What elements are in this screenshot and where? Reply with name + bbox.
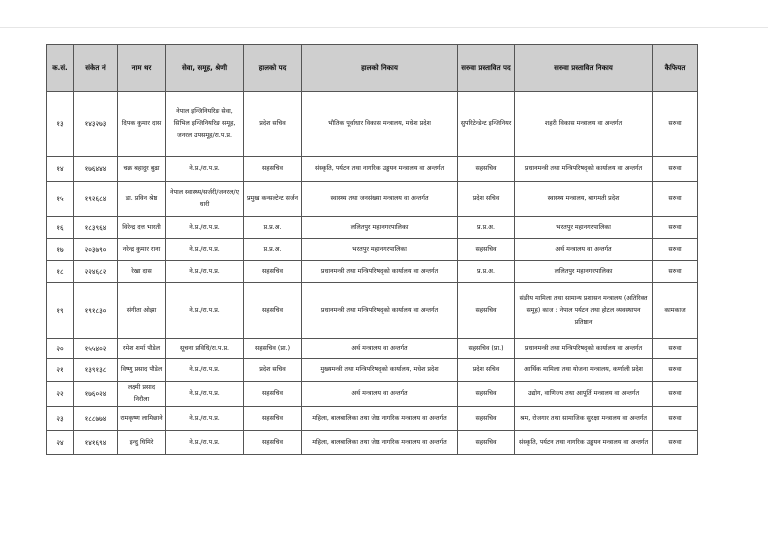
table-cell: ललितपुर महानगरपालिका bbox=[515, 261, 653, 283]
table-cell: १८३९६४ bbox=[74, 217, 118, 239]
table-cell: डा. प्रविन श्रेष्ठ bbox=[118, 182, 166, 217]
table-cell: १९२६८४ bbox=[74, 182, 118, 217]
table-cell: सरुवा bbox=[653, 261, 698, 283]
table-cell: भरतपुर महानगरपालिका bbox=[302, 239, 458, 261]
table-cell: ने.प्र./रा.प.प्र. bbox=[166, 157, 244, 182]
table-cell: १३ bbox=[47, 92, 74, 157]
table-cell: सहसचिव bbox=[458, 407, 515, 431]
table-cell: ने.प्र./रा.प.प्र. bbox=[166, 382, 244, 407]
table-cell: स्वास्थ्य मन्त्रालय, बागमती प्रदेश bbox=[515, 182, 653, 217]
table-cell: भरतपुर महानगरपालिका bbox=[515, 217, 653, 239]
table-cell: प्रदेश सचिव bbox=[244, 359, 302, 382]
table-cell: कामकाज bbox=[653, 283, 698, 339]
table-cell: १९१८३० bbox=[74, 283, 118, 339]
table-cell: नेपाल इन्जिनियरिङ सेवा, सिभिल इन्जिनियरिङ समूह, जनरल उपसमूह/रा.प.प्र. bbox=[166, 92, 244, 157]
column-header: नाम थर bbox=[118, 45, 166, 92]
table-row bbox=[47, 431, 698, 455]
table-cell: सहसचिव bbox=[458, 431, 515, 455]
table-row bbox=[47, 407, 698, 431]
table-cell: प्रधानमन्त्री तथा मन्त्रिपरिषद्को कार्यालय वा अन्तर्गत bbox=[515, 157, 653, 182]
table-row bbox=[47, 182, 698, 217]
table-row bbox=[47, 239, 698, 261]
table-cell: १७ bbox=[47, 239, 74, 261]
table-cell: अर्थ मन्त्रालय वा अन्तर्गत bbox=[302, 382, 458, 407]
table-cell: १४ bbox=[47, 157, 74, 182]
table-cell: आर्थिक मामिला तथा योजना मन्त्रालय, कर्णाली प्रदेश bbox=[515, 359, 653, 382]
table-cell: सहसचिव bbox=[244, 431, 302, 455]
table-cell: प्रधानमन्त्री तथा मन्त्रिपरिषद्को कार्यालय वा अन्तर्गत bbox=[302, 283, 458, 339]
table-cell: महिला, बालबालिका तथा जेष्ठ नागरिक मन्त्रालय वा अन्तर्गत bbox=[302, 431, 458, 455]
table-cell: २१ bbox=[47, 359, 74, 382]
table-cell: प्रमुख कन्सल्टेन्ट सर्जन bbox=[244, 182, 302, 217]
table-cell: ने.प्र./रा.प.प्र. bbox=[166, 407, 244, 431]
table-cell: ललितपुर महानगरपालिका bbox=[302, 217, 458, 239]
table-cell: प्रदेश सचिव bbox=[458, 182, 515, 217]
table-cell: सुपरिटेन्डेन्ट इन्जिनियर bbox=[458, 92, 515, 157]
table-cell: ने.प्र./रा.प.प्र. bbox=[166, 283, 244, 339]
page-top-divider bbox=[0, 27, 768, 28]
table-row bbox=[47, 261, 698, 283]
table-cell: प्र.प्र.अ. bbox=[458, 217, 515, 239]
table-cell: संस्कृति, पर्यटन तथा नागरिक उड्डयन मन्त्रालय वा अन्तर्गत bbox=[515, 431, 653, 455]
table-cell: अर्थ मन्त्रालय वा अन्तर्गत bbox=[302, 339, 458, 359]
table-cell: रमेश शर्मा पौडेल bbox=[118, 339, 166, 359]
table-cell: रामकृष्ण लामिछाने bbox=[118, 407, 166, 431]
table-cell: सरुवा bbox=[653, 217, 698, 239]
table-row bbox=[47, 217, 698, 239]
table-row bbox=[47, 359, 698, 382]
table-cell: सूचना प्रविधि/रा.प.प्र. bbox=[166, 339, 244, 359]
table-cell: १९ bbox=[47, 283, 74, 339]
table-cell: सहसचिव bbox=[458, 382, 515, 407]
table-cell: इन्दु घिमिरे bbox=[118, 431, 166, 455]
table-cell: अर्थ मन्त्रालय वा अन्तर्गत bbox=[515, 239, 653, 261]
column-header: सेवा, समूह, श्रेणी bbox=[166, 45, 244, 92]
table-cell: सहसचिव (प्रा.) bbox=[244, 339, 302, 359]
table-cell: दिपक कुमार दास bbox=[118, 92, 166, 157]
table-row bbox=[47, 339, 698, 359]
table-cell: १५५४०२ bbox=[74, 339, 118, 359]
table-cell: संङीय मामिला तथा सामान्य प्रशासन मन्त्रालय (अतिरिक्त समूह) काज : नेपाल पर्यटन तथा होटल व्यवस्थापन प्रतिष्ठान bbox=[515, 283, 653, 339]
table-cell: लक्ष्मी प्रसाद निरौला bbox=[118, 382, 166, 407]
table-cell: ने.प्र./रा.प.प्र. bbox=[166, 431, 244, 455]
table-cell: नरेन्द्र कुमार राना bbox=[118, 239, 166, 261]
table-cell: रेखा दास bbox=[118, 261, 166, 283]
table-cell: सरुवा bbox=[653, 157, 698, 182]
table-cell: सरुवा bbox=[653, 182, 698, 217]
table-cell: नेपाल स्वास्थ्य/सर्जरी/जनरल/ए धारी bbox=[166, 182, 244, 217]
table-row bbox=[47, 283, 698, 339]
table-header-row bbox=[47, 45, 698, 92]
table-cell: सहसचिव bbox=[244, 157, 302, 182]
table-cell: २० bbox=[47, 339, 74, 359]
transfer-table bbox=[46, 44, 698, 455]
table-cell: ने.प्र./रा.प.प्र. bbox=[166, 261, 244, 283]
table-cell: २४ bbox=[47, 431, 74, 455]
table-cell: ने.प्र./रा.प.प्र. bbox=[166, 217, 244, 239]
table-cell: २३ bbox=[47, 407, 74, 431]
column-header: हालको पद bbox=[244, 45, 302, 92]
table-row bbox=[47, 92, 698, 157]
table-cell: सहसचिव bbox=[458, 239, 515, 261]
table-cell: स्वास्थ्य तथा जनसंख्या मन्त्रालय वा अन्तर्गत bbox=[302, 182, 458, 217]
table-cell: १७६४४४ bbox=[74, 157, 118, 182]
column-header: कैफियत bbox=[653, 45, 698, 92]
table-cell: सहसचिव bbox=[244, 261, 302, 283]
table-cell: महिला, बालबालिका तथा जेष्ठ नागरिक मन्त्रालय वा अन्तर्गत bbox=[302, 407, 458, 431]
table-cell: २०३७९० bbox=[74, 239, 118, 261]
table-cell: मुख्यमन्त्री तथा मन्त्रिपरिषद्को कार्यालय, मधेश प्रदेश bbox=[302, 359, 458, 382]
table-cell: प्रधानमन्त्री तथा मन्त्रिपरिषद्को कार्यालय वा अन्तर्गत bbox=[302, 261, 458, 283]
table-cell: शहरी विकास मन्त्रालय वा अन्तर्गत bbox=[515, 92, 653, 157]
table-cell: सरुवा bbox=[653, 92, 698, 157]
table-cell: चक्र बहादुर बुढा bbox=[118, 157, 166, 182]
table-cell: १४३२७३ bbox=[74, 92, 118, 157]
table-cell: १७६०२४ bbox=[74, 382, 118, 407]
table-cell: प्रधानमन्त्री तथा मन्त्रिपरिषद्को कार्यालय वा अन्तर्गत bbox=[515, 339, 653, 359]
table-cell: सहसचिव bbox=[244, 382, 302, 407]
table-cell: १८८७७४ bbox=[74, 407, 118, 431]
table-cell: २२ bbox=[47, 382, 74, 407]
column-header: हालको निकाय bbox=[302, 45, 458, 92]
column-header: सरुवा प्रस्तावित निकाय bbox=[515, 45, 653, 92]
table-cell: १५ bbox=[47, 182, 74, 217]
table-cell: सहसचिव bbox=[244, 283, 302, 339]
table-cell: विष्णु प्रसाद पौडेल bbox=[118, 359, 166, 382]
table-row bbox=[47, 157, 698, 182]
table-cell: १४१६९४ bbox=[74, 431, 118, 455]
table-cell: सरुवा bbox=[653, 239, 698, 261]
table-cell: सरुवा bbox=[653, 382, 698, 407]
table-cell: प्र.प्र.अ. bbox=[244, 239, 302, 261]
table-cell: सहसचिव bbox=[458, 283, 515, 339]
table-cell: सरुवा bbox=[653, 407, 698, 431]
table-cell: प्रदेश सचिव bbox=[244, 92, 302, 157]
table-cell: श्रम, रोजगार तथा सामाजिक सुरक्षा मन्त्रालय वा अन्तर्गत bbox=[515, 407, 653, 431]
table-cell: प्र.प्र.अ. bbox=[244, 217, 302, 239]
table-cell: १८ bbox=[47, 261, 74, 283]
table-cell: उद्योग, वाणिज्य तथा आपूर्ति मन्त्रालय वा अन्तर्गत bbox=[515, 382, 653, 407]
table-cell: प्र.प्र.अ. bbox=[458, 261, 515, 283]
table-body bbox=[47, 92, 698, 455]
column-header: संकेत नं bbox=[74, 45, 118, 92]
table-cell: २२४६८२ bbox=[74, 261, 118, 283]
table-cell: संगीता ओझा bbox=[118, 283, 166, 339]
table-cell: १३९१३८ bbox=[74, 359, 118, 382]
table-cell: भौतिक पूर्वाधार विकास मन्त्रालय, मधेश प्रदेश bbox=[302, 92, 458, 157]
table-cell: सहसचिव (प्रा.) bbox=[458, 339, 515, 359]
table-cell: सहसचिव bbox=[458, 157, 515, 182]
table-cell: विरेन्द्र दत्त भारती bbox=[118, 217, 166, 239]
table-cell: सरुवा bbox=[653, 431, 698, 455]
column-header: सरुवा प्रस्तावित पद bbox=[458, 45, 515, 92]
table-cell: प्रदेश सचिव bbox=[458, 359, 515, 382]
table-row bbox=[47, 382, 698, 407]
table-cell: सहसचिव bbox=[244, 407, 302, 431]
table-cell: ने.प्र./रा.प.प्र. bbox=[166, 359, 244, 382]
table-cell: ने.प्र./रा.प.प्र. bbox=[166, 239, 244, 261]
table-cell: १६ bbox=[47, 217, 74, 239]
table-cell: संस्कृति, पर्यटन तथा नागरिक उड्डयन मन्त्रालय वा अन्तर्गत bbox=[302, 157, 458, 182]
table-cell: सरुवा bbox=[653, 339, 698, 359]
table-cell: सरुवा bbox=[653, 359, 698, 382]
column-header: क.सं. bbox=[47, 45, 74, 92]
